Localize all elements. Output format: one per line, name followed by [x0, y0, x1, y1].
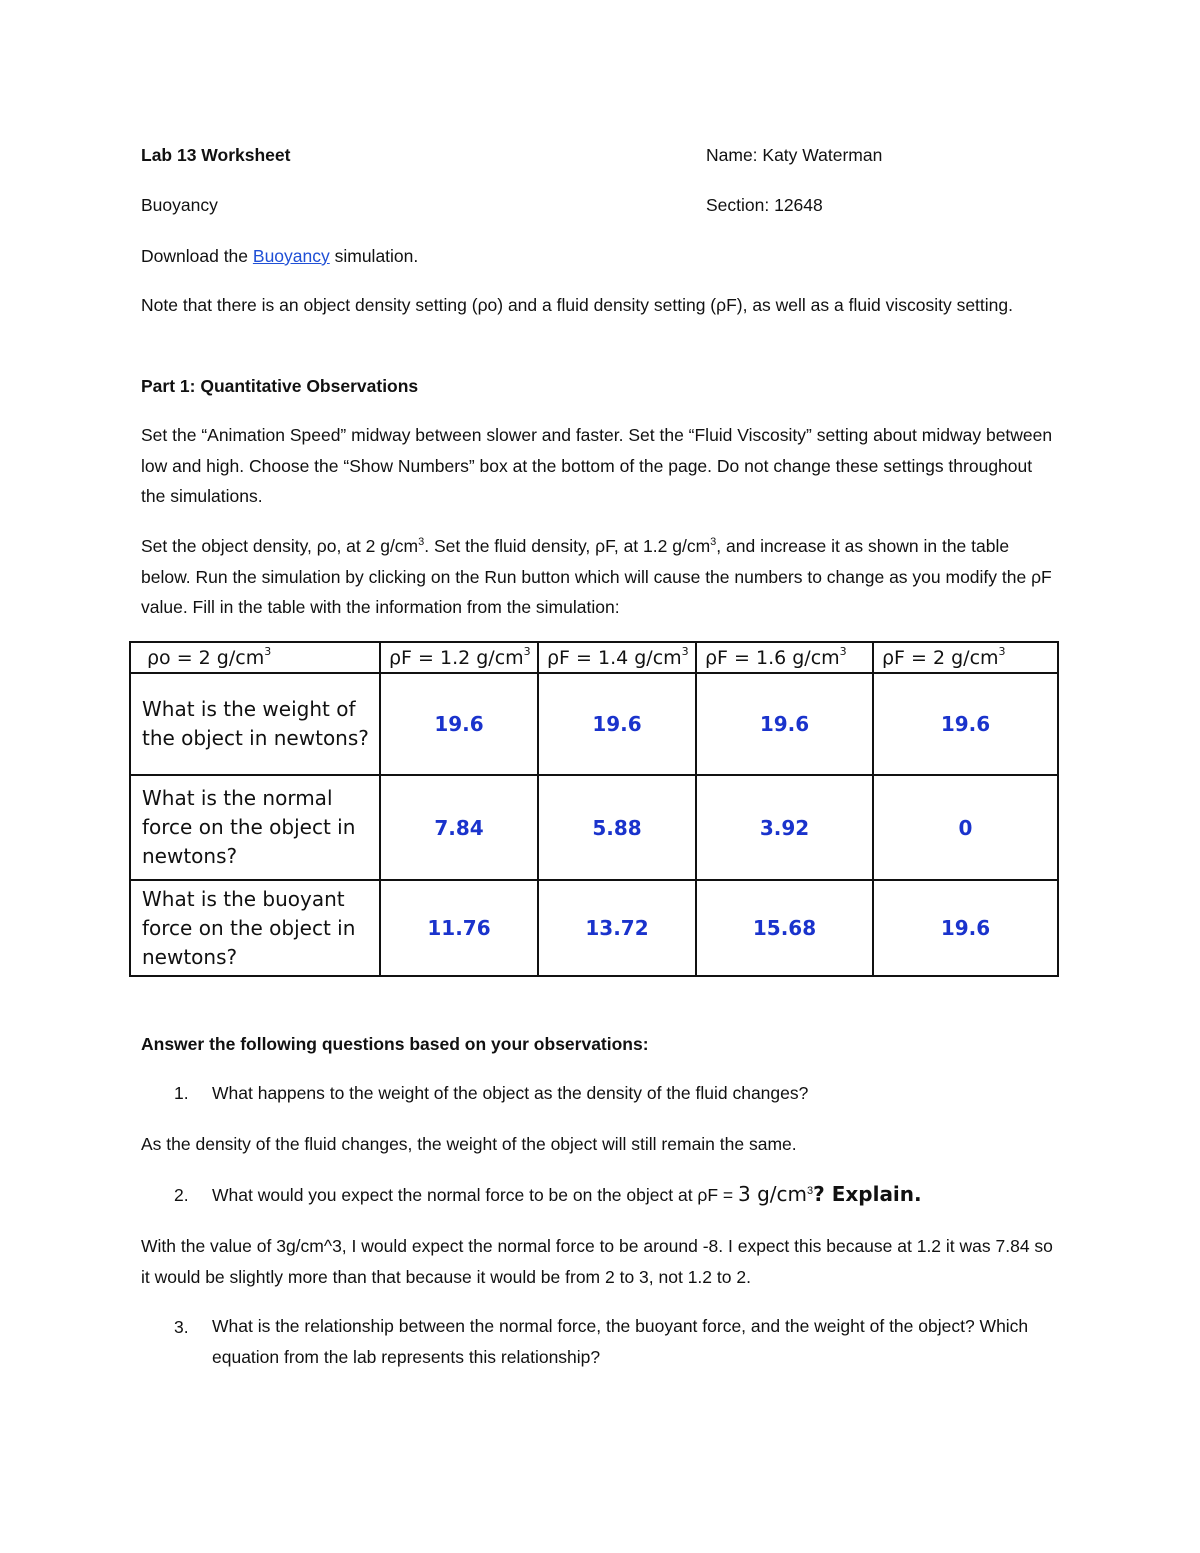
setup-text-b: . Set the fluid density, ρF, at 1.2 g/cm: [424, 536, 711, 556]
buoyancy-link[interactable]: Buoyancy: [252, 246, 330, 266]
table-row: [130, 673, 1058, 775]
question-3: What is the relationship between the normal force, the buoyant force, and the weight of the object? Which equation from the lab represents this relationship?: [212, 1316, 1029, 1367]
question-2: [212, 1179, 1072, 1211]
row-question: What is the weight of the object in newtons?: [130, 673, 380, 775]
question-1: What happens to the weight of the object as the density of the fluid changes?: [212, 1083, 809, 1103]
setup-text-c: , and increase it as shown in the table below. Run the simulation by clicking on the Run button which will cause the numbers to change as you modify the ρF value. Fill in the table with the information from the simulation:: [141, 536, 1052, 617]
header-fluid-density-2: ρF = 1.4 $g/cm^3$: [538, 642, 696, 673]
worksheet-title: Lab 13 Worksheet: [141, 145, 291, 165]
table-header-row: [130, 642, 1058, 673]
setup-sup-a: 3: [418, 536, 425, 548]
header-fluid-density-4: ρF = 2 $g/cm^3$: [873, 642, 1058, 673]
download-line: [141, 246, 418, 267]
question-2-density: 3 g/cm: [738, 1182, 808, 1206]
question-3-number: 3.: [174, 1317, 189, 1337]
question-2-explain: ? Explain.: [813, 1182, 922, 1206]
part1-heading: Part 1: Quantitative Observations: [141, 376, 419, 396]
answer-2: With the value of 3g/cm^3, I would expect the normal force to be around -8. I expect this because at 1.2 it was 7.84 so it would be slightly more than that because it would be from 2 to 3, not 1.2 to 2.: [141, 1236, 1053, 1287]
header-fluid-density-1: ρF = 1.2 $g/cm^3$: [380, 642, 538, 673]
setup-text-a: Set the object density, ρo, at 2 g/cm: [141, 536, 419, 556]
row-question: What is the normal force on the object in newtons?: [130, 775, 380, 880]
header-object-density: ρo = 2 $g/cm^3$: [130, 642, 380, 673]
table-cell: 5.88: [538, 775, 696, 880]
worksheet-subtitle: Buoyancy: [141, 195, 218, 215]
density-note: Note that there is an object density setting (ρo) and a fluid density setting (ρF), as well as a fluid viscosity setting.: [141, 295, 1013, 315]
setup-sup-b: 3: [710, 536, 717, 548]
questions-heading: Answer the following questions based on your observations:: [141, 1034, 649, 1054]
answer-1: As the density of the fluid changes, the weight of the object will still remain the same.: [141, 1134, 797, 1154]
question-1-number: 1.: [174, 1083, 189, 1103]
table-cell: 13.72: [538, 880, 696, 976]
part1-instructions: Set the “Animation Speed” midway between slower and faster. Set the “Fluid Viscosity” setting about midway between low and high. Choose the “Show Numbers” box at the bottom of the page. Do not change these settings throughout the simulations.: [141, 425, 1053, 506]
student-name: Name: Katy Waterman: [706, 145, 883, 165]
table-cell: 19.6: [696, 673, 873, 775]
question-2-text: What would you expect the normal force to be on the object at ρF =: [212, 1185, 739, 1205]
observations-table: [129, 641, 1059, 977]
table-cell: 15.68: [696, 880, 873, 976]
table-cell: 19.6: [380, 673, 538, 775]
table-cell: 19.6: [873, 673, 1058, 775]
table-row: [130, 880, 1058, 976]
header-fluid-density-3: ρF = 1.6 $g/cm^3$: [696, 642, 873, 673]
table-cell: 19.6: [538, 673, 696, 775]
table-cell: 19.6: [873, 880, 1058, 976]
table-cell: 3.92: [696, 775, 873, 880]
table-row: [130, 775, 1058, 880]
row-question: What is the buoyant force on the object in newtons?: [130, 880, 380, 976]
download-suffix: simulation.: [329, 246, 419, 266]
table-cell: 7.84: [380, 775, 538, 880]
table-cell: 0: [873, 775, 1058, 880]
section-number: Section: 12648: [706, 195, 823, 215]
part1-setup: [141, 531, 1061, 623]
question-2-number: 2.: [174, 1185, 189, 1205]
question-2-sup: 3: [807, 1185, 814, 1197]
table-cell: 11.76: [380, 880, 538, 976]
download-prefix: Download the: [141, 246, 253, 266]
